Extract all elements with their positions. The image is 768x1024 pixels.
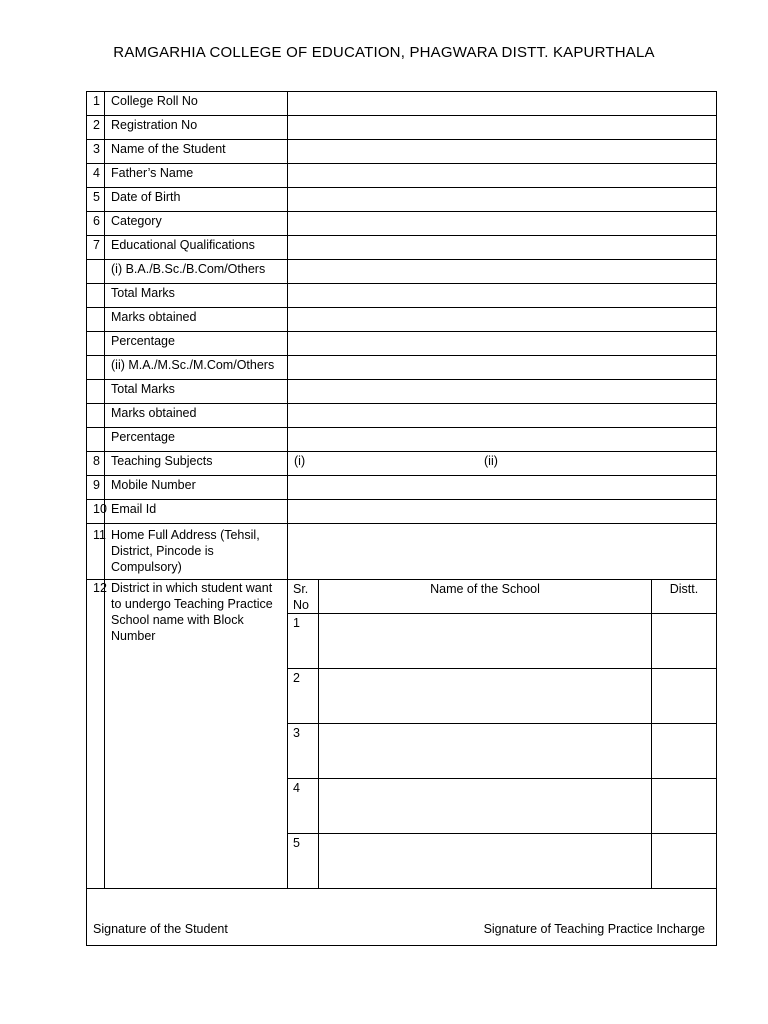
row-number: 11	[87, 524, 105, 580]
form-row-mobile	[87, 476, 717, 500]
school-row	[288, 834, 716, 889]
school-name-header: Name of the School	[319, 580, 652, 614]
form-row-dob	[87, 188, 717, 212]
distt-field[interactable]	[652, 614, 717, 669]
row-number	[87, 284, 105, 308]
student-name-field[interactable]	[288, 140, 717, 164]
form-row-master	[87, 356, 717, 380]
row-label: Total Marks	[105, 380, 288, 404]
row-number: 3	[87, 140, 105, 164]
sr-no-header: Sr. No	[288, 580, 319, 614]
row-label: (ii) M.A./M.Sc./M.Com/Others	[105, 356, 288, 380]
student-form	[86, 91, 717, 946]
form-row-roll-no	[87, 92, 717, 116]
row-number: 10	[87, 500, 105, 524]
form-row-email	[87, 500, 717, 524]
row-label: Percentage	[105, 332, 288, 356]
bachelor-degree-field[interactable]	[288, 260, 717, 284]
row-label: Educational Qualifications	[105, 236, 288, 260]
bachelor-marks-obtained-field[interactable]	[288, 308, 717, 332]
row-label: Category	[105, 212, 288, 236]
form-row-address	[87, 524, 717, 580]
row-label: Mobile Number	[105, 476, 288, 500]
signature-row	[87, 889, 717, 946]
row-number: 7	[87, 236, 105, 260]
row-label: Father’s Name	[105, 164, 288, 188]
category-field[interactable]	[288, 212, 717, 236]
teaching-subjects-field[interactable]	[288, 452, 717, 476]
row-label: Total Marks	[105, 284, 288, 308]
row-number: 1	[87, 92, 105, 116]
form-row-master-percentage	[87, 428, 717, 452]
school-row	[288, 669, 716, 724]
school-name-field[interactable]	[319, 669, 652, 724]
bachelor-total-marks-field[interactable]	[288, 284, 717, 308]
master-degree-field[interactable]	[288, 356, 717, 380]
email-field[interactable]	[288, 500, 717, 524]
form-row-father-name	[87, 164, 717, 188]
row-number	[87, 308, 105, 332]
schools-table	[288, 580, 716, 888]
row-number	[87, 404, 105, 428]
row-number	[87, 356, 105, 380]
sr-no: 1	[288, 614, 319, 669]
row-number: 5	[87, 188, 105, 212]
school-row	[288, 724, 716, 779]
form-row-student-name	[87, 140, 717, 164]
form-row-qualifications	[87, 236, 717, 260]
row-label: Date of Birth	[105, 188, 288, 212]
school-name-field[interactable]	[319, 834, 652, 889]
form-row-bachelor-percentage	[87, 332, 717, 356]
qualifications-field[interactable]	[288, 236, 717, 260]
form-row-master-total	[87, 380, 717, 404]
master-marks-obtained-field[interactable]	[288, 404, 717, 428]
distt-field[interactable]	[652, 724, 717, 779]
school-name-field[interactable]	[319, 724, 652, 779]
page-title: RAMGARHIA COLLEGE OF EDUCATION, PHAGWARA DISTT. KAPURTHALA	[113, 44, 655, 61]
form-row-registration-no	[87, 116, 717, 140]
student-signature-label: Signature of the Student	[93, 922, 228, 936]
incharge-signature-label: Signature of Teaching Practice Incharge	[483, 922, 705, 936]
sr-no: 4	[288, 779, 319, 834]
dob-field[interactable]	[288, 188, 717, 212]
row-number	[87, 380, 105, 404]
row-label: Percentage	[105, 428, 288, 452]
row-number: 12	[87, 580, 105, 889]
row-number: 6	[87, 212, 105, 236]
distt-field[interactable]	[652, 834, 717, 889]
distt-field[interactable]	[652, 779, 717, 834]
row-number	[87, 332, 105, 356]
form-row-bachelor	[87, 260, 717, 284]
row-number: 9	[87, 476, 105, 500]
registration-no-field[interactable]	[288, 116, 717, 140]
form-row-bachelor-total	[87, 284, 717, 308]
distt-header: Distt.	[652, 580, 717, 614]
row-number: 4	[87, 164, 105, 188]
form-row-bachelor-obtained	[87, 308, 717, 332]
row-label: District in which student want to undergo Teaching Practice School name with Block Number	[105, 580, 288, 889]
school-name-field[interactable]	[319, 614, 652, 669]
form-row-teaching-subjects	[87, 452, 717, 476]
row-number: 8	[87, 452, 105, 476]
distt-field[interactable]	[652, 669, 717, 724]
father-name-field[interactable]	[288, 164, 717, 188]
schools-cell	[288, 580, 717, 889]
row-label: Teaching Subjects	[105, 452, 288, 476]
row-number: 2	[87, 116, 105, 140]
address-field[interactable]	[288, 524, 717, 580]
row-label: Marks obtained	[105, 308, 288, 332]
row-label: Marks obtained	[105, 404, 288, 428]
master-total-marks-field[interactable]	[288, 380, 717, 404]
school-name-field[interactable]	[319, 779, 652, 834]
signature-cell	[87, 889, 717, 946]
sr-no: 2	[288, 669, 319, 724]
row-label: College Roll No	[105, 92, 288, 116]
row-number	[87, 428, 105, 452]
master-percentage-field[interactable]	[288, 428, 717, 452]
row-label: Home Full Address (Tehsil, District, Pincode is Compulsory)	[105, 524, 288, 580]
row-number	[87, 260, 105, 284]
row-label: (i) B.A./B.Sc./B.Com/Others	[105, 260, 288, 284]
bachelor-percentage-field[interactable]	[288, 332, 717, 356]
sr-no: 5	[288, 834, 319, 889]
school-row	[288, 779, 716, 834]
form-row-master-obtained	[87, 404, 717, 428]
roll-no-field[interactable]	[288, 92, 717, 116]
schools-header-row	[288, 580, 716, 614]
form-row-category	[87, 212, 717, 236]
row-label: Registration No	[105, 116, 288, 140]
row-label: Email Id	[105, 500, 288, 524]
subject-one-label: (i)	[294, 454, 306, 468]
row-label: Name of the Student	[105, 140, 288, 164]
mobile-number-field[interactable]	[288, 476, 717, 500]
school-row	[288, 614, 716, 669]
sr-no: 3	[288, 724, 319, 779]
subject-two-label: (ii)	[484, 454, 498, 468]
form-row-schools	[87, 580, 717, 889]
